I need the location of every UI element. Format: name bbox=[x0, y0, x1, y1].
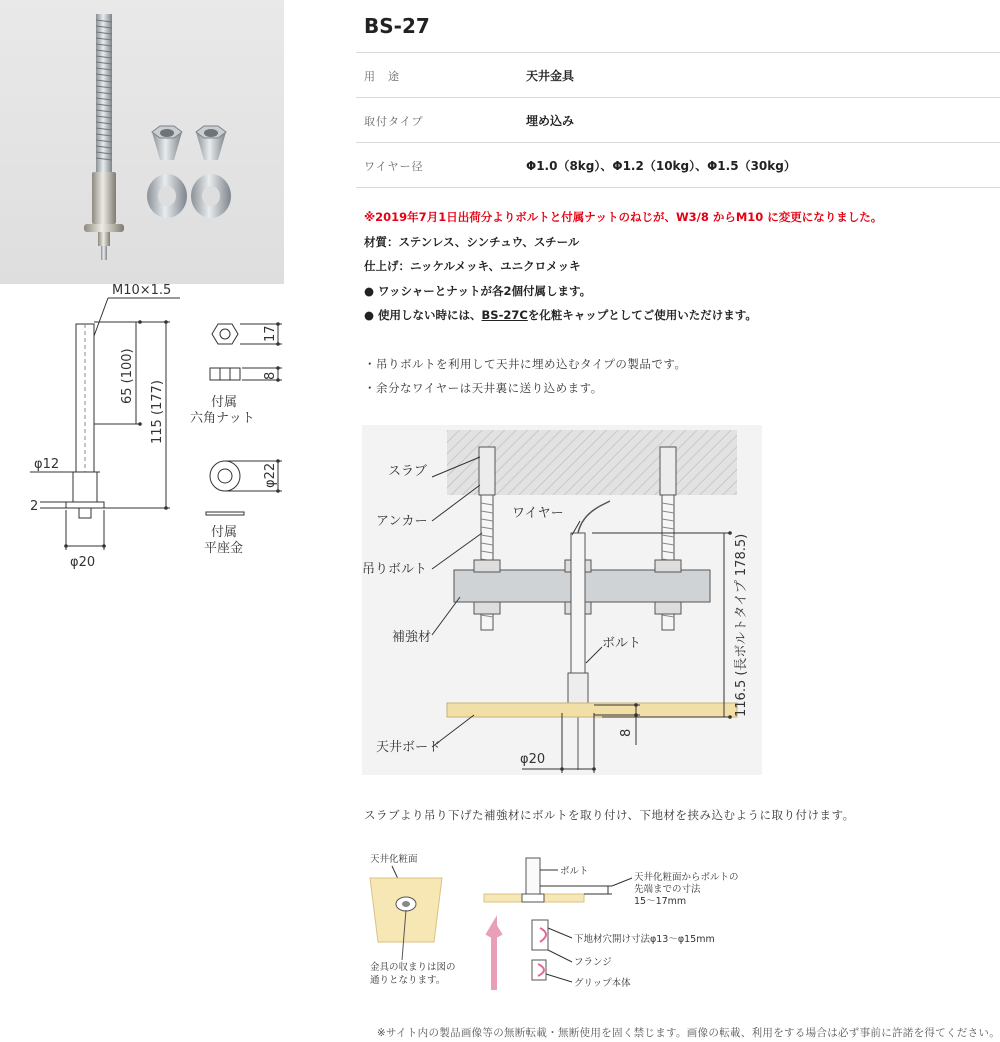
dist-note-3: 15〜17mm bbox=[634, 896, 687, 907]
warning-note: ※2019年7月1日出荷分よりボルトと付属ナットのねじが、W3/8 からM10 に変更になりました。 bbox=[364, 210, 883, 224]
spec-label: 用 途 bbox=[364, 70, 400, 83]
bullet-washer-nut: ● ワッシャーとナットが各2個付属します。 bbox=[364, 284, 592, 298]
spec-value: Φ1.0（8kg）、Φ1.2（10kg）、Φ1.5（30kg） bbox=[526, 159, 796, 173]
material-note: 材質：ステンレス、シンチュウ、スチール bbox=[364, 235, 580, 249]
dim-2: 2 bbox=[30, 499, 39, 514]
label-hanging-bolt: 吊りボルト bbox=[362, 562, 428, 577]
installation-caption: スラブより吊り下げた補強材にボルトを取り付け、下地材を挟み込むように取り付けます。 bbox=[364, 808, 855, 822]
bs-27c-link[interactable]: BS-27C bbox=[481, 308, 528, 322]
dim-phi20: φ20 bbox=[70, 555, 96, 570]
nut-label-1: 付属 bbox=[211, 395, 238, 410]
label-dim-8: 8 bbox=[619, 728, 634, 737]
spec-value: 埋め込み bbox=[526, 114, 575, 128]
spec-label: ワイヤー径 bbox=[364, 160, 424, 173]
dist-note-1: 天井化粧面からボルトの bbox=[634, 872, 739, 883]
dimension-drawing bbox=[0, 284, 320, 584]
spec-row-wire-diameter bbox=[356, 143, 1000, 188]
spec-table bbox=[356, 52, 1000, 188]
label-ceiling-board: 天井ボード bbox=[376, 740, 442, 755]
label-wire: ワイヤー bbox=[512, 506, 564, 521]
fit-note-1: 金具の収まりは図の bbox=[370, 962, 456, 973]
spec-row-usage bbox=[356, 53, 1000, 98]
label-slab: スラブ bbox=[388, 464, 428, 479]
nut-label-2: 六角ナット bbox=[190, 411, 255, 426]
label-bolt-small: ボルト bbox=[560, 866, 589, 877]
dim-8: 8 bbox=[263, 371, 278, 380]
description-line-1: ・吊りボルトを利用して天井に埋め込むタイプの製品です。 bbox=[364, 357, 687, 371]
dim-17: 17 bbox=[263, 325, 278, 342]
dim-phi12: φ12 bbox=[34, 457, 60, 472]
label-ceiling-surface: 天井化粧面 bbox=[370, 854, 418, 865]
mounting-detail-diagram bbox=[362, 850, 762, 995]
description-line-2: ・余分なワイヤーは天井裏に送り込めます。 bbox=[364, 381, 603, 395]
spec-row-mount-type bbox=[356, 98, 1000, 143]
grip-note: グリップ本体 bbox=[574, 978, 631, 989]
bullet-cap-suffix: を化粧キャップとしてご使用いただけます。 bbox=[527, 308, 757, 322]
footer-copyright-note: ※サイト内の製品画像等の無断転載・無断使用を固く禁じます。画像の転載、利用をする場合は必ず事前に許諾を得てください。 bbox=[376, 1027, 1000, 1039]
installation-diagram bbox=[362, 425, 762, 775]
label-bolt: ボルト bbox=[602, 636, 642, 651]
spec-label: 取付タイプ bbox=[364, 115, 424, 128]
label-dim-vertical: 116.5 (長ボルトタイプ 178.5) bbox=[734, 533, 749, 717]
hole-note: 下地材穴開け寸法φ13〜φ15mm bbox=[574, 934, 715, 945]
fit-note-2: 通りとなります。 bbox=[370, 975, 446, 986]
flange-note: フランジ bbox=[574, 957, 612, 968]
dim-phi22: φ22 bbox=[263, 462, 278, 488]
washer-label-1: 付属 bbox=[211, 525, 238, 540]
label-dim-phi20: φ20 bbox=[520, 752, 546, 767]
label-reinforcement: 補強材 bbox=[392, 630, 432, 645]
dim-65: 65 (100) bbox=[120, 348, 135, 404]
dist-note-2: 先端までの寸法 bbox=[634, 884, 701, 895]
washer-label-2: 平座金 bbox=[204, 541, 244, 556]
bullet-cap-prefix: ● 使用しない時には、 bbox=[364, 308, 482, 322]
finish-note: 仕上げ：ニッケルメッキ、ユニクロメッキ bbox=[364, 259, 581, 273]
label-anchor: アンカー bbox=[376, 514, 428, 529]
spec-value: 天井金具 bbox=[526, 69, 575, 83]
dim-115: 115 (177) bbox=[150, 380, 165, 444]
product-photo bbox=[0, 0, 284, 284]
product-title: BS-27 bbox=[364, 14, 430, 38]
thread-label: M10×1.5 bbox=[112, 284, 172, 298]
bullet-cap bbox=[364, 307, 757, 323]
